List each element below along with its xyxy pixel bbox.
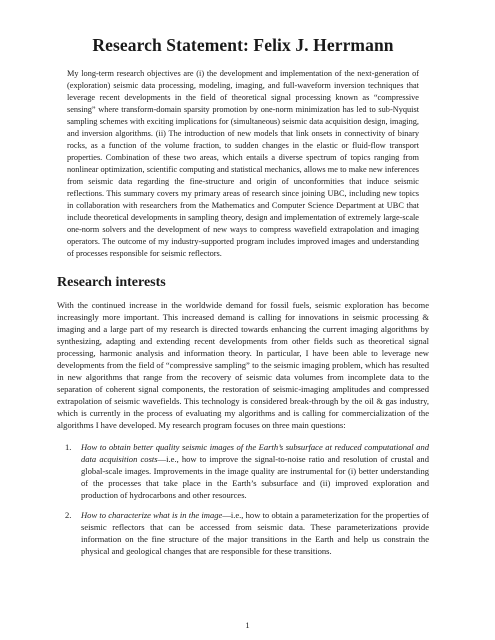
list-item-emphasis: How to obtain better quality seismic images of the Earth’s subsurface at reduced computational and data acquisition costs bbox=[81, 441, 429, 464]
question-list bbox=[57, 441, 429, 557]
list-item-emphasis: How to characterize what is in the image bbox=[81, 509, 223, 520]
list-item-text: —i.e., how to improve the signal-to-noise ratio and resolution of crustal and global-scale images. Improvements in the image quality are instrumental for (i) better understanding of the processes that take place in the Earth’s subsurface and (ii) improved exploration and production of hydrocarbons and other resources. bbox=[81, 453, 429, 500]
list-item-number: 2. bbox=[65, 509, 72, 520]
list-item-text: —i.e., how to obtain a parameterization for the properties of seismic reflectors that can be accessed from seismic data. These parameterizations provide information on the fine structure of the major transitions in the Earth and help us constrain the physical and geological changes that are responsible for these transitions. bbox=[81, 509, 429, 556]
page-title: Research Statement: Felix J. Herrmann bbox=[92, 35, 394, 55]
section-heading-research-interests: Research interests bbox=[57, 275, 166, 290]
body-paragraph: With the continued increase in the worldwide demand for fossil fuels, seismic exploration has become increasingly more important. This increased demand is calling for innovations in seismic processing & imaging and a large part of my research is directed towards enhancing the current imaging algorithms by synthesizing, adapting and extending recent developments from other fields such as theoretical signal processing, harmonic analysis and information theory. In particular, I have been able to leverage new developments from the field of “compressive sampling” to the seismic imaging problem, which has resulted in new algorithms that range from the recovery of seismic data volumes from incomplete data to the separation of coherent signal components, the restoration of seismic-imaging amplitudes and compressed extrapolation of seismic wavefields. This technology is considered break-through by the oil & gas industry, which is currently in the process of evaluating my algorithms and is calling for commercialization of the algorithms I have developed. My research program focuses on three main questions: bbox=[57, 300, 429, 431]
abstract-paragraph: My long-term research objectives are (i) the development and implementation of the next-generation of (exploration) seismic data processing, modeling, imaging, and full-waveform inversion techniques that leverage recent developments in the field of theoretical signal processing known as “compressive sensing” where transform-domain sparsity promotion by one-norm minimization has led to sub-Nyquist sampling schemes with exciting implications for (simultaneous) seismic data acquisition design, imaging, and inversion algorithms. (ii) The introduction of new models that link onsets in connectivity of binary rocks, as a function of the volume fraction, to sudden changes in the elastic or fluid-flow transport properties. Combination of these two areas, which entails a diverse spectrum of topics ranging from nonlinear optimization, scientific computing and statistical mechanics, allows me to make new inferences from seismic data regarding the fine-structure and origin of unconformities that induce seismic reflections. This summary covers my primary areas of research since joining UBC, including new topics in collaboration with researchers from the Mathematics and Computer Science Department at UBC that include theoretical developments in sampling theory, design and implementation of extremely large-scale one-norm solvers and the development of new ways to compress wavefield extrapolation and imaging operators. The outcome of my industry-supported program includes improved images and understanding of processes responsible for seismic reflectors. bbox=[67, 69, 419, 258]
list-item bbox=[57, 441, 429, 501]
list-item-number: 1. bbox=[65, 441, 72, 452]
page-number: 1 bbox=[245, 620, 250, 630]
list-item bbox=[57, 509, 429, 557]
